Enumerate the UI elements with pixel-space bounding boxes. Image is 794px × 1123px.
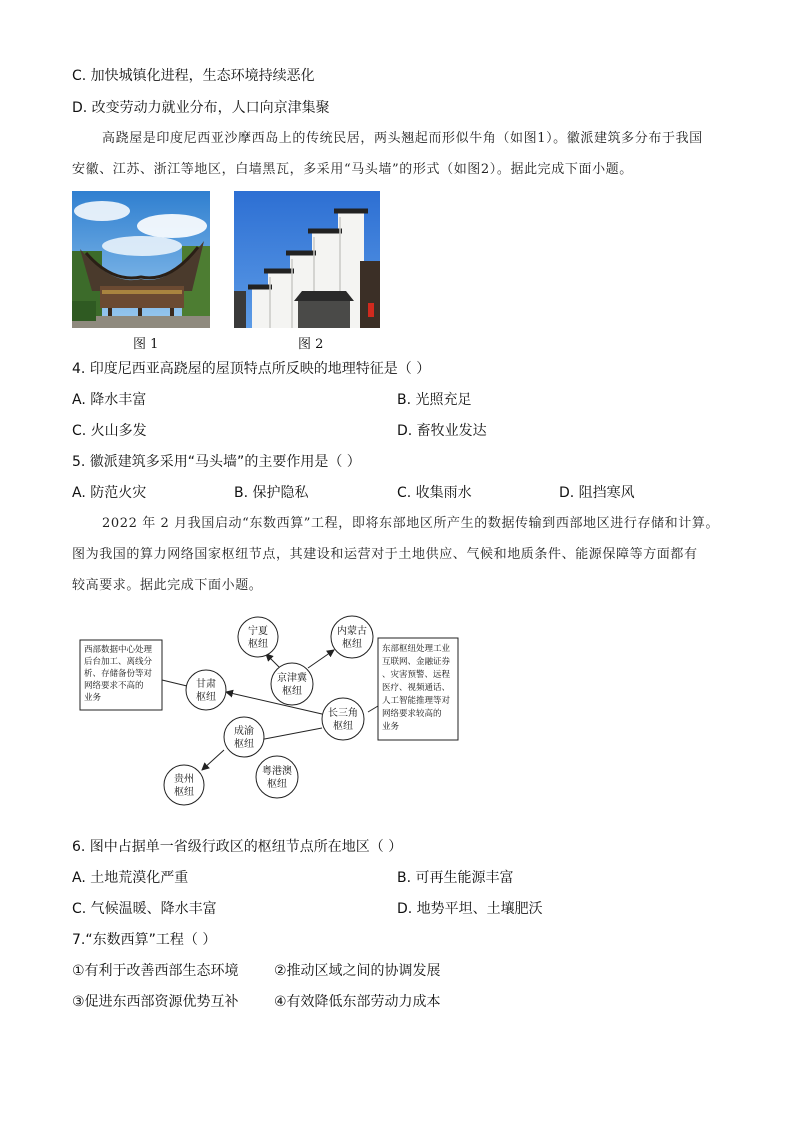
node-changsanjiao — [322, 698, 364, 740]
q7-statement-3: ③促进东西部资源优势互补 — [72, 994, 239, 1010]
passage2-line2: 图为我国的算力网络国家枢纽节点，其建设和运营对于土地供应、气候和地质条件、能源保障等方面都有 — [72, 547, 698, 562]
q6-option-b[interactable]: B. 可再生能源丰富 — [397, 870, 514, 886]
svg-text:东部枢纽处理工业 互联网、金融证券 、灾害预 — [382, 643, 453, 732]
computing-hub-network-diagram — [72, 610, 472, 810]
passage1-line1: 高跷屋是印度尼西亚沙摩西岛上的传统民居，两头翘起而形似牛角（如图1）。徽派建筑多分布于我国 — [102, 131, 703, 146]
node-guizhou-hub: 枢纽 — [174, 787, 194, 798]
east-box-line: 医疗、视频通话、 — [382, 683, 451, 693]
q5-option-b[interactable]: B. 保护隐私 — [234, 485, 309, 501]
q4-option-c[interactable]: C. 火山多发 — [72, 423, 147, 439]
node-guizhou-name: 贵州 — [174, 774, 194, 785]
q5-stem: 5. 徽派建筑多采用“马头墙”的主要作用是（ ） — [72, 454, 361, 470]
q6-stem: 6. 图中占据单一省级行政区的枢纽节点所在地区（ ） — [72, 839, 403, 855]
q5-option-c[interactable]: C. 收集雨水 — [397, 485, 472, 501]
node-yuegangao — [256, 756, 298, 798]
east-box-line: 人工智能推理等对 — [382, 696, 451, 706]
q6-option-a[interactable]: A. 土地荒漠化严重 — [72, 870, 189, 886]
q4-option-b[interactable]: B. 光照充足 — [397, 392, 472, 408]
q4-stem: 4. 印度尼西亚高跷屋的屋顶特点所反映的地理特征是（ ） — [72, 361, 431, 377]
node-chengyu — [224, 717, 264, 757]
east-box-line: 、灾害预警、远程 — [382, 670, 451, 680]
q4-option-d[interactable]: D. 畜牧业发达 — [397, 423, 487, 439]
east-box-line: 业务 — [382, 722, 400, 732]
node-gansu-hub: 枢纽 — [196, 692, 216, 703]
node-jingjinji-name: 京津冀 — [277, 673, 307, 684]
q5-option-a[interactable]: A. 防范火灾 — [72, 485, 147, 501]
east-box-line: 网络要求较高的 — [382, 709, 442, 719]
prev-option-c: C. 加快城镇化进程，生态环境持续恶化 — [72, 68, 315, 84]
figure1-stilt-house-photo — [72, 191, 210, 328]
node-ningxia — [238, 617, 278, 657]
passage2-line3: 较高要求。据此完成下面小题。 — [72, 578, 263, 593]
west-box-line: 业务 — [84, 693, 102, 703]
node-jingjinji-hub: 枢纽 — [282, 686, 302, 697]
q4-option-a[interactable]: A. 降水丰富 — [72, 392, 147, 408]
node-guizhou — [164, 765, 204, 805]
node-changsanjiao-name: 长三角 — [328, 708, 358, 719]
west-box-line: 析、存储备份等对 — [84, 669, 153, 679]
west-box-line: 西部数据中心处理 — [84, 645, 153, 655]
node-gansu-name: 甘肃 — [196, 679, 216, 690]
node-chengyu-hub: 枢纽 — [234, 739, 254, 750]
node-yuegangao-hub: 枢纽 — [267, 779, 287, 790]
q7-statement-2: ②推动区域之间的协调发展 — [274, 963, 441, 979]
q7-statement-4: ④有效降低东部劳动力成本 — [274, 994, 441, 1010]
q5-option-d[interactable]: D. 阻挡寒风 — [559, 485, 635, 501]
node-gansu — [186, 670, 226, 710]
east-box-line: 东部枢纽处理工业 — [382, 644, 451, 654]
figure2-caption: 图 2 — [298, 337, 324, 352]
q6-option-d[interactable]: D. 地势平坦、土壤肥沃 — [397, 901, 543, 917]
node-changsanjiao-hub: 枢纽 — [333, 721, 353, 732]
node-yuegangao-name: 粤港澳 — [262, 766, 292, 777]
figure2-horse-head-wall-photo — [234, 191, 380, 328]
west-box-line: 网络要求不高的 — [84, 681, 144, 691]
node-neimenggu-hub: 枢纽 — [342, 639, 362, 650]
west-box-line: 后台加工、离线分 — [84, 657, 153, 667]
figure1-caption: 图 1 — [133, 337, 159, 352]
node-neimenggu — [331, 616, 373, 658]
node-ningxia-name: 宁夏 — [248, 626, 268, 637]
passage1-line2: 安徽、江苏、浙江等地区，白墙黑瓦，多采用“马头墙”的形式（如图2）。据此完成下面小题。 — [72, 162, 633, 177]
node-jingjinji — [271, 663, 313, 705]
node-neimenggu-name: 内蒙古 — [337, 626, 367, 637]
node-chengyu-name: 成渝 — [234, 726, 254, 737]
node-ningxia-hub: 枢纽 — [248, 639, 268, 650]
q7-statement-1: ①有利于改善西部生态环境 — [72, 963, 239, 979]
q6-option-c[interactable]: C. 气候温暖、降水丰富 — [72, 901, 217, 917]
east-box-line: 互联网、金融证券 — [382, 657, 451, 667]
prev-option-d: D. 改变劳动力就业分布，人口向京津集聚 — [72, 100, 330, 116]
passage2-line1: 2022 年 2 月我国启动“东数西算”工程，即将东部地区所产生的数据传输到西部地区进行存储和计算。 — [102, 516, 720, 531]
q7-stem: 7.“东数西算”工程（ ） — [72, 932, 217, 948]
